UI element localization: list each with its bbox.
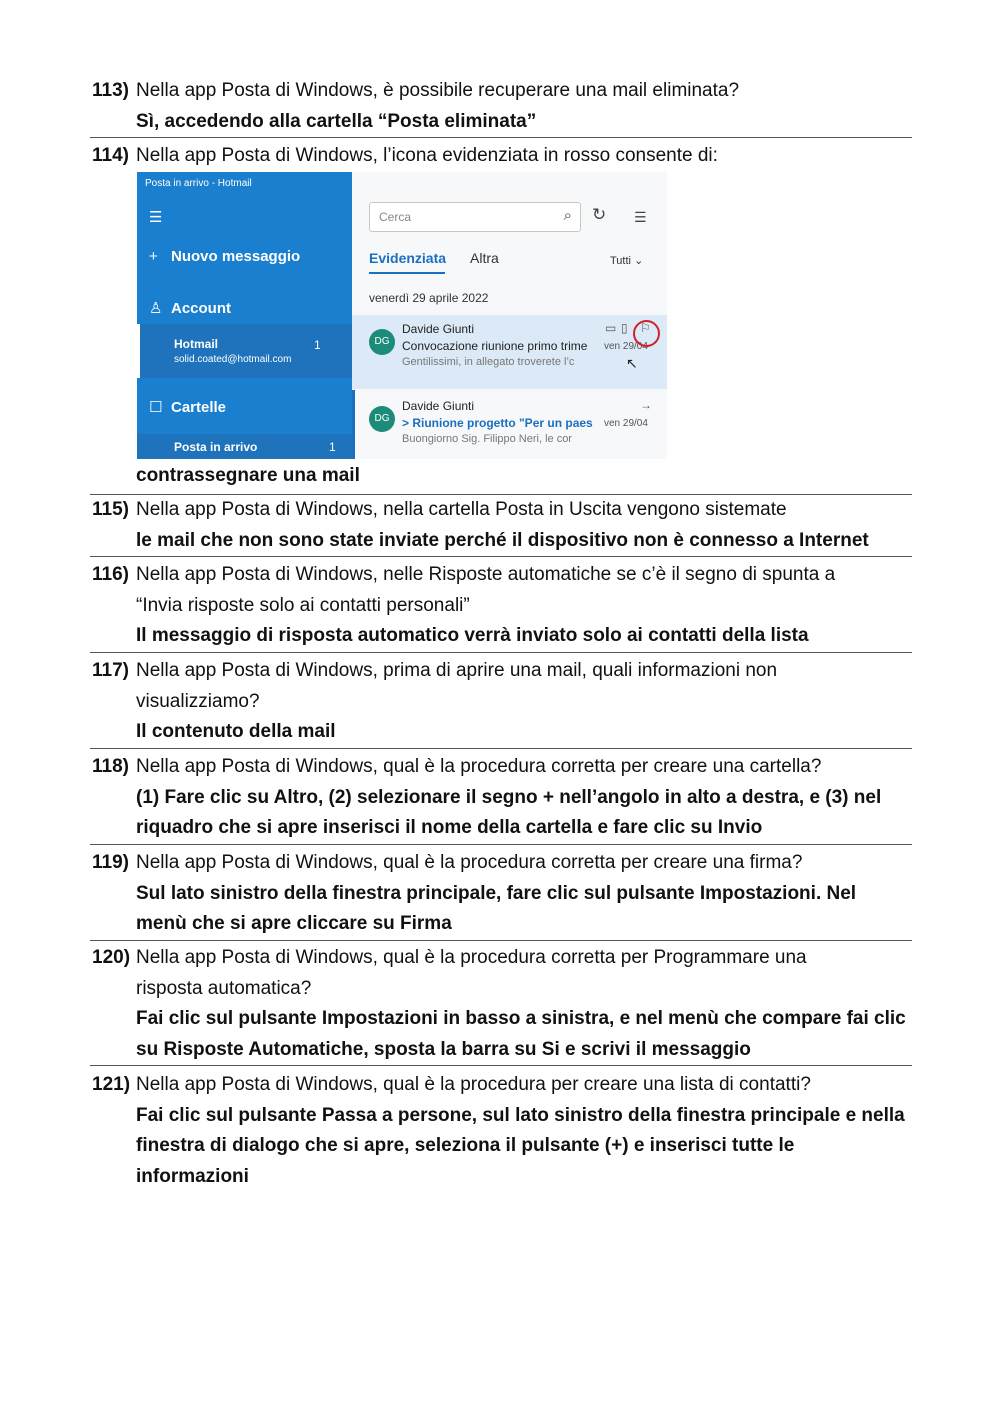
tab-focused: Evidenziata: [369, 250, 446, 266]
answer-text: Sul lato sinistro della finestra principale, fare clic sul pulsante Impostazioni. Nel: [136, 882, 857, 904]
search-placeholder: Cerca: [379, 210, 412, 224]
question-118: [90, 752, 912, 845]
answer-text: riquadro che si apre inserisci il nome della cartella e fare clic su Invio: [136, 817, 763, 838]
navigation-pane: [137, 172, 352, 459]
plus-icon: +: [149, 248, 158, 265]
message-list-pane: [352, 172, 667, 459]
inbox-label: Posta in arrivo: [174, 440, 258, 454]
select-mode-icon: ☰: [634, 209, 647, 225]
answer-text: contrassegnare una mail: [136, 465, 360, 486]
question-number: 121): [92, 1074, 131, 1095]
answer-text: finestra di dialogo che si apre, seleziona il pulsante (+) e inserisci tutte le: [136, 1135, 795, 1156]
folder-icon: ☐: [149, 399, 163, 416]
archive-icon: ▭: [605, 321, 617, 335]
mail-app-screenshot: [137, 172, 667, 459]
question-121: [90, 1070, 912, 1192]
question-text: Nella app Posta di Windows, qual è la procedura corretta per Programmare una: [136, 947, 807, 968]
question-119: [90, 848, 912, 941]
question-number: 115): [92, 499, 129, 520]
question-number: 117): [92, 660, 129, 681]
answer-text: Il messaggio di risposta automatico verrà inviato solo ai contatti della lista: [136, 625, 809, 646]
question-text: Nella app Posta di Windows, prima di aprire una mail, quali informazioni non: [136, 660, 778, 681]
message-sender: Davide Giunti: [402, 399, 475, 413]
question-117: [90, 656, 912, 749]
date-header: venerdì 29 aprile 2022: [369, 291, 489, 305]
folders-header: ☐ Cartelle: [149, 399, 227, 416]
question-text: “Invia risposte solo ai contatti personali”: [136, 594, 470, 616]
message-preview: Buongiorno Sig. Filippo Neri, le cor: [402, 433, 572, 445]
question-number: 116): [92, 564, 129, 585]
answer-text: Fai clic sul pulsante Passa a persone, sul lato sinistro della finestra principale e nella: [136, 1104, 905, 1126]
answer-text: Il contenuto della mail: [136, 721, 336, 742]
answer-text: Sì, accedendo alla cartella “Posta eliminata”: [136, 110, 537, 132]
question-text: Nella app Posta di Windows, qual è la procedura corretta per creare una cartella?: [136, 756, 822, 777]
question-115: [90, 495, 912, 557]
avatar: DG: [369, 406, 395, 432]
new-message-button: + Nuovo messaggio: [149, 248, 301, 265]
filter-dropdown: Tutti ⌄: [610, 255, 644, 267]
person-icon: ♙: [149, 300, 163, 317]
answer-text: (1) Fare clic su Altro, (2) selezionare il segno + nell’angolo in alto a destra, e (3) nel: [136, 786, 882, 808]
sync-icon: ↻: [592, 205, 607, 224]
message-item: [352, 315, 667, 389]
answer-text: le mail che non sono state inviate perché il dispositivo non è connesso a Internet: [136, 529, 869, 551]
mouse-cursor-icon: ↖: [626, 355, 638, 371]
inbox-count: 1: [329, 440, 336, 454]
hamburger-icon: ☰: [149, 209, 163, 226]
avatar: DG: [369, 329, 395, 355]
flag-icon: ⚐: [640, 321, 651, 335]
question-text: Nella app Posta di Windows, è possibile recuperare una mail eliminata?: [136, 80, 740, 101]
message-subject: > Riunione progetto "Per un paes: [402, 416, 593, 430]
message-date: ven 29/04: [604, 341, 648, 352]
message-date: ven 29/04: [604, 418, 648, 429]
search-box: [369, 202, 581, 232]
answer-text: informazioni: [136, 1165, 249, 1187]
inbox-folder: [137, 434, 352, 459]
question-number: 120): [92, 947, 131, 968]
tab-other: Altra: [470, 250, 499, 266]
question-text: Nella app Posta di Windows, nella cartella Posta in Uscita vengono sistemate: [136, 499, 787, 520]
search-icon: ⌕: [563, 207, 572, 224]
account-item: [137, 324, 352, 378]
answer-text: menù che si apre cliccare su Firma: [136, 913, 452, 934]
question-text: Nella app Posta di Windows, l’icona evidenziata in rosso consente di:: [136, 145, 718, 166]
account-email: solid.coated@hotmail.com: [174, 354, 292, 365]
answer-text: su Risposte Automatiche, sposta la barra su Si e scrivi il messaggio: [136, 1038, 751, 1060]
delete-icon: ▯: [621, 321, 628, 335]
account-header: ♙ Account: [149, 300, 231, 317]
question-number: 119): [92, 852, 129, 873]
question-120: [90, 943, 912, 1066]
question-113: [90, 76, 912, 138]
highlight-circle: [633, 320, 660, 347]
message-preview: Gentilissimi, in allegato troverete l’c: [402, 356, 575, 368]
question-text: risposta automatica?: [136, 977, 312, 999]
answer-text: Fai clic sul pulsante Impostazioni in basso a sinistra, e nel menù che compare fai clic: [136, 1008, 906, 1029]
forward-arrow-icon: →: [640, 398, 652, 412]
question-text: Nella app Posta di Windows, qual è la procedura per creare una lista di contatti?: [136, 1074, 811, 1095]
question-text: visualizziamo?: [136, 690, 260, 712]
question-116: [90, 560, 912, 653]
question-text: Nella app Posta di Windows, nelle Risposte automatiche se c’è il segno di spunta a: [136, 564, 836, 585]
chevron-down-icon: ⌄: [634, 255, 644, 267]
account-name: Hotmail: [174, 337, 219, 351]
question-text: Nella app Posta di Windows, qual è la procedura corretta per creare una firma?: [136, 852, 803, 873]
account-count: 1: [314, 338, 321, 352]
question-number: 114): [92, 145, 129, 166]
app-title: Posta in arrivo - Hotmail: [145, 178, 252, 189]
question-number: 118): [92, 756, 129, 777]
message-item: [352, 390, 667, 459]
message-sender: Davide Giunti: [402, 322, 475, 336]
question-number: 113): [92, 80, 129, 101]
message-subject: Convocazione riunione primo trime: [402, 339, 588, 353]
